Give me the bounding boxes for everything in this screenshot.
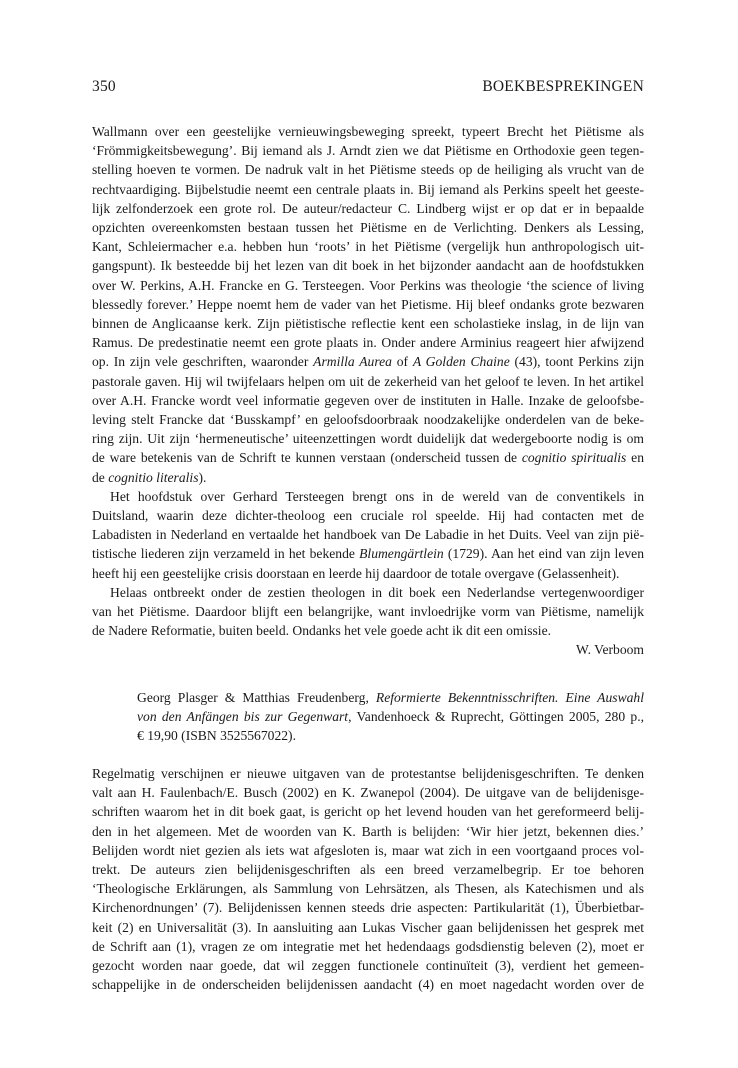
- review-1-body: [92, 122, 644, 660]
- text-line: gezocht worden naar goede, dat wil zeggen functionele continuïteit (3), verdient het gemeen-: [92, 958, 644, 974]
- text-line: binnen de Anglicaanse kerk. Zijn piëtistische reflectie kent een scholastieke inslag, in de lijn van: [92, 316, 644, 332]
- text-line: [137, 707, 644, 726]
- text-line: [137, 688, 644, 707]
- text-line: van het Piëtisme. Daardoor blijft een belangrijke, want invloedrijke vorm van Piëtisme, namelijk: [92, 604, 644, 620]
- text-run: (43), toont Perkins zijn: [509, 354, 645, 370]
- text-line: lijk zelfonderzoek een grote rol. De auteur/redacteur C. Lindberg wijst er op dat er in bepaalde: [92, 200, 644, 216]
- text-run: (1729). Aan het eind van zijn leven: [443, 546, 644, 562]
- text-line: ‘Theologische Erklärungen, als Sammlung von Lehrsätzen, als Thesen, als Katechismen und als: [92, 881, 644, 897]
- text-run: tistische liederen zijn verzameld in het bekende: [92, 546, 360, 562]
- text-line: leving stelt Francke dat ‘Busskampf’ en geloofsdoorbraak noodzakelijke onderdelen van de beke-: [92, 412, 644, 428]
- text-line: over W. Perkins, A.H. Francke en G. Tersteegen. Voor Perkins was theologie ‘the science of living: [92, 277, 644, 293]
- text-line: de Nadere Reformatie, buiten beeld. Ondanks het vele goede acht ik dit een omissie.: [92, 623, 552, 639]
- text-line: rechtvaardiging. Bijbelstudie neemt een centrale plaats in. Bij iemand als Perkins speelt het geeste-: [92, 181, 644, 197]
- text-run: op. In zijn vele geschriften, waaronder: [92, 354, 314, 370]
- book-title-italic: Blumengärtlein: [359, 546, 444, 562]
- text-line: de Schrift aan (1), vragen ze om integratie met het hedendaags godsdienstig beleven (2), moet er: [92, 938, 644, 954]
- page-number: 350: [92, 78, 116, 95]
- text-run: of: [391, 354, 413, 370]
- text-line: ‘Frömmigkeitsbewegung’. Bij iemand als J. Arndt zien we dat Piëtisme en Orthodoxie geen tegen-: [92, 143, 644, 159]
- text-line: Kant, Schleiermacher e.a. hebben hun ‘roots’ in het Piëtisme (vergelijk hun anthropologisch uit-: [92, 239, 644, 255]
- text-line: keit (2) en Universalität (3). In aansluiting aan Lukas Vischer gaan belijdenissen het gesprek met: [92, 919, 644, 935]
- text-line: Helaas ontbreekt onder de zestien theologen in dit boek een Nederlandse vertegenwoordiger: [110, 584, 644, 600]
- latin-term-italic: cognitio spiritualis: [521, 450, 627, 466]
- text-run: en: [626, 450, 644, 466]
- text-run: , Vandenhoeck & Ruprecht, Göttingen 2005, 280 p.,: [348, 709, 645, 725]
- latin-term-italic: cognitio literalis: [108, 469, 199, 485]
- text-line: gangspunt). Ik besteedde bij het lezen van dit boek in het bijzonder aandacht aan de hoofdstukken: [92, 258, 644, 274]
- text-line: den in het algemeen. Met de woorden van K. Barth is belijden: ‘Wir hier jetzt, bekennen dies.’: [92, 823, 644, 839]
- text-line: stelling hoeven te vormen. De nadruk valt in het Piëtisme steeds op de heiliging als vrucht van de: [92, 162, 644, 178]
- text-line: schriften waarom het in dit boek gaat, is gericht op het levend houden van het gereformeerd belij-: [92, 804, 644, 820]
- text-line: [92, 448, 644, 467]
- book-title-italic: A Golden Chaine: [412, 354, 510, 370]
- text-line: ring zijn. Uit zijn ‘hermeneutische’ uiteenzettingen wordt duidelijk dat wedergeboorte nodig is om: [92, 431, 644, 447]
- running-header: [92, 78, 644, 96]
- text-line: Wallmann over een geestelijke vernieuwingsbeweging spreekt, typeert Brecht het Piëtisme als: [92, 124, 644, 139]
- text-line: Labadisten in Nederland en vertaalde het handboek van De Labadie in het Duits. Veel van zijn pië-: [92, 527, 644, 543]
- text-line: heeft hij een geestelijke crisis doorstaan en leerde hij daardoor de totale overgave (Gelassenheit).: [92, 565, 620, 581]
- text-line: Duitsland, waarin deze dichter-theoloog een cruciale rol speelde. Hij had contacten met de: [92, 508, 644, 524]
- text-line: over A.H. Francke wordt veel informatie gegeven over de instituten in Halle. Inzake de geloofsbe-: [92, 392, 644, 408]
- text-line: Belijden wordt niet gezien als iets wat afgesloten is, maar wat zich in een voortgaand proces vol-: [92, 842, 644, 858]
- text-line: Het hoofdstuk over Gerhard Tersteegen brengt ons in de wereld van de conventikels in: [110, 488, 644, 504]
- book-title-italic: von den Anfängen bis zur Gegenwart: [137, 709, 349, 725]
- text-line: schappelijke in de onderscheiden belijdenissen aandacht (4) en moet nagedacht worden over de: [92, 977, 644, 993]
- text-line: Ramus. De predestinatie neemt een grote plaats in. Onder andere Arminius reageert hier afwijzend: [92, 335, 644, 351]
- text-line: trekt. De auteurs zien belijdenisgeschriften als een breed verzamelbegrip. Er toe behoren: [92, 862, 644, 878]
- text-line: [92, 468, 644, 487]
- text-line: pastorale gaven. Hij wil twijfelaars helpen om uit de zekerheid van het geloof te leven. In het artikel: [92, 373, 644, 389]
- text-line: [92, 544, 644, 563]
- book-title-italic: Armilla Aurea: [313, 354, 392, 370]
- text-run: de ware betekenis van de Schrift te kunnen verstaan (onderscheid tussen de: [92, 450, 522, 466]
- text-line: € 19,90 (ISBN 3525567022).: [137, 728, 296, 744]
- text-line: Regelmatig verschijnen er nieuwe uitgaven van de protestantse belijdenisgeschriften. Te denken: [92, 766, 644, 781]
- text-line: [92, 352, 644, 371]
- text-run: ).: [198, 469, 207, 485]
- text-line: opzichten overeenkomsten bestaan tussen het Piëtisme en de Verlichting. Denkers als Lessing,: [92, 220, 644, 236]
- reviewer-signature: W. Verboom: [576, 642, 644, 658]
- text-line: Kirchenordnungen’ (7). Belijdenissen kennen steeds drie aspecten: Partikularität (1), Überbietbar-: [92, 900, 644, 916]
- book-title-italic: Reformierte Bekenntnisschriften. Eine Auswahl: [375, 690, 645, 705]
- text-run: de: [92, 469, 109, 485]
- review-2-body: [92, 764, 644, 994]
- section-title: BOEKBESPREKINGEN: [482, 78, 644, 95]
- text-run: Georg Plasger & Matthias Freudenberg,: [137, 690, 376, 705]
- text-line: valt aan H. Faulenbach/E. Busch (2002) en K. Zwanepol (2004). De uitgave van de belijdenisge-: [92, 785, 644, 801]
- book-reference: [137, 688, 644, 746]
- text-line: blessedly forever.’ Heppe noemt hem de vader van het Pietisme. Hij bleef ondanks grote bezwaren: [92, 296, 644, 312]
